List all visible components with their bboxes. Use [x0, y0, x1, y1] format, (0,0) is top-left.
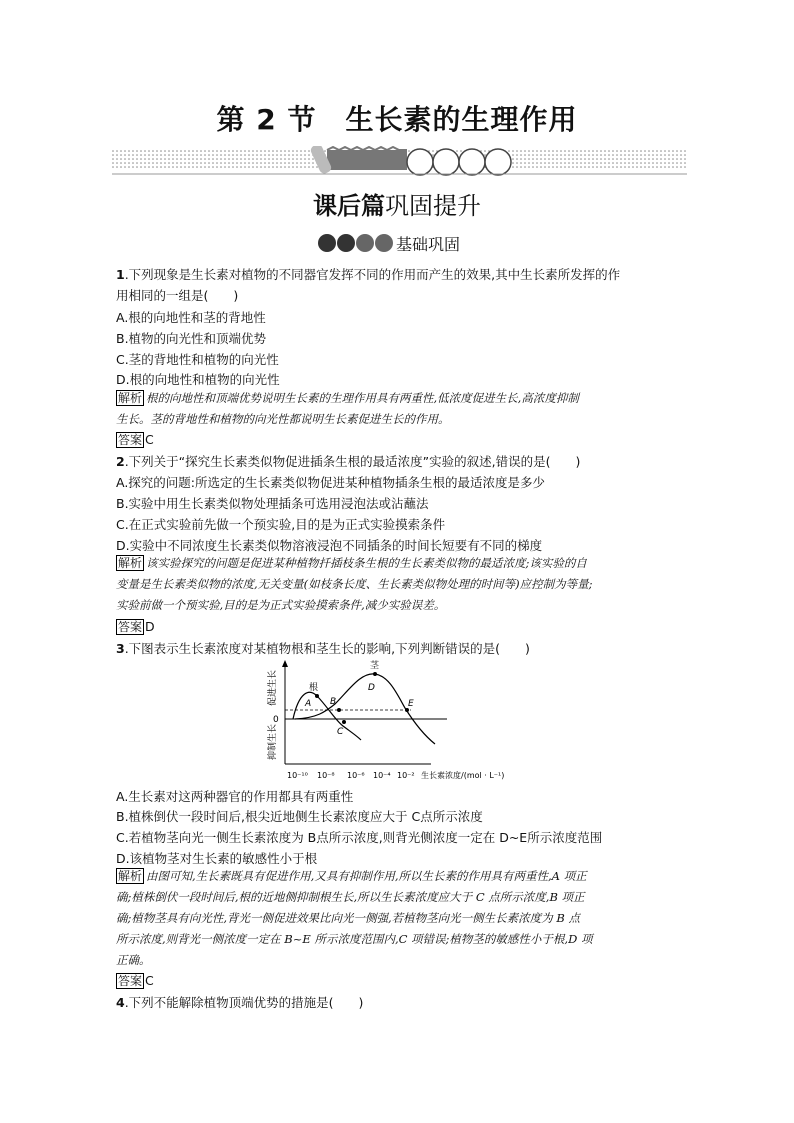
question-1-stem: 1.下列现象是生长素对植物的不同器官发挥不同的作用而产生的效果,其中生长素所发挥的作 用相同的一组是( ) [116, 267, 621, 303]
level-dot-icon [375, 234, 393, 252]
question-1-answer: 答案 C [118, 432, 154, 447]
subtitle-normal: 巩固提升 [385, 192, 481, 220]
question-2-explanation: 解析 该实验探究的问题是促进某种植物扦插枝条生根的生长素类似物的最适浓度;该实验的自 变量是生长素类似物的浓度,无关变量(如枝条长度、生长素类似物处理的时间等)应控制为等量; 实验前做一个预实验,目的是为正式实验摸索条件,减少实验误差。 [116, 556, 593, 612]
question-2-option: C.在正式实验前先做一个预实验,目的是为正式实验摸索条件 [116, 517, 446, 532]
question-1-option: C.茎的背地性和植物的向光性 [116, 352, 279, 367]
answer-tag: 答案 [118, 974, 143, 988]
y-label-top: 促进生长 [268, 669, 278, 706]
x-tick-label: 10⁻² [397, 771, 415, 780]
page-title: 第 2 节 生长素的生理作用 [216, 103, 578, 136]
question-3-answer: 答案 C [118, 973, 154, 988]
x-axis-label: 生长素浓度/(mol · L⁻¹) [421, 771, 505, 780]
x-tick-label: 10⁻⁴ [373, 771, 391, 780]
answer-tag: 答案 [118, 433, 143, 447]
x-tick-label: 10⁻¹⁰ [287, 771, 308, 780]
x-tick-label: 10⁻⁶ [347, 771, 365, 780]
root-label: 根 [309, 683, 319, 693]
point-b-label: B [330, 697, 337, 707]
x-tick-label: 10⁻⁸ [317, 771, 335, 780]
subtitle-bold: 课后篇 [313, 192, 385, 220]
question-3-option: D.该植物茎对生长素的敏感性小于根 [116, 851, 318, 866]
question-3-stem: 3.下图表示生长素浓度对某植物根和茎生长的影响,下列判断错误的是( ) [116, 641, 530, 656]
point-a-label: A [305, 699, 312, 709]
question-3-option: A.生长素对这两种器官的作用都具有两重性 [116, 789, 354, 804]
question-2-option: D.实验中不同浓度生长素类似物溶液浸泡不同插条的时间长短要有不同的梯度 [116, 538, 543, 553]
growth-curve-figure [265, 660, 535, 784]
point-c-label: C [337, 727, 344, 737]
stem-label: 茎 [370, 661, 380, 671]
level-dot-icon [318, 234, 336, 252]
question-2-option: B.实验中用生长素类似物处理插条可选用浸泡法或沾蘸法 [116, 496, 429, 511]
question-2-option: A.探究的问题:所选定的生长素类似物促进某种植物插条生根的最适浓度是多少 [116, 475, 546, 490]
question-1-explanation: 解析 根的向地性和顶端优势说明生长素的生理作用具有两重性,低浓度促进生长,高浓度抑制 生长。茎的背地性和植物的向光性都说明生长素促进生长的作用。 [116, 391, 579, 426]
level-dot-icon [337, 234, 355, 252]
zero-label: 0 [273, 715, 279, 725]
explanation-tag: 解析 [118, 556, 143, 570]
question-2-answer: 答案 D [118, 619, 155, 634]
answer-tag: 答案 [118, 620, 143, 634]
explanation-tag: 解析 [118, 869, 143, 883]
question-1-option: D.根的向地性和植物的向光性 [116, 372, 280, 387]
question-3-explanation: 解析 由图可知,生长素既具有促进作用,又具有抑制作用,所以生长素的作用具有两重性,A 项正 确;植株倒伏一段时间后,根的近地侧抑制根生长,所以生长素浓度应大于 C 点所示浓度,B 项正 确;植物茎具有向光性,背光一侧促进效果比向光一侧强,若植物茎向光一侧生长素浓度为 B 点 所示浓度,则背光一侧浓度一定在 B~E 所示浓度范围内,C 项错误;植物茎的敏感性小于根,D 项 正确。 [116, 869, 593, 967]
question-1-option: B.植物的向光性和顶端优势 [116, 331, 267, 346]
question-1-option: A.根的向地性和茎的背地性 [116, 310, 266, 325]
section-label: 基础巩固 [396, 234, 461, 254]
y-label-bottom: 抑制生长 [268, 723, 278, 760]
question-2-stem: 2.下列关于“探究生长素类似物促进插条生根的最适浓度”实验的叙述,错误的是( ) [116, 454, 581, 469]
point-e-label: E [408, 699, 414, 709]
question-3-option: B.植株倒伏一段时间后,根尖近地侧生长素浓度应大于 C点所示浓度 [116, 809, 483, 824]
question-4-stem: 4.下列不能解除植物顶端优势的措施是( ) [116, 995, 364, 1010]
level-dot-icon [356, 234, 374, 252]
subtitle [0, 186, 794, 221]
point-d-label: D [368, 683, 375, 693]
question-3-option: C.若植物茎向光一侧生长素浓度为 B点所示浓度,则背光侧浓度一定在 D~E所示浓度范围 [116, 830, 603, 845]
section-header [318, 232, 460, 254]
explanation-tag: 解析 [118, 391, 143, 405]
decorative-banner [112, 146, 687, 176]
